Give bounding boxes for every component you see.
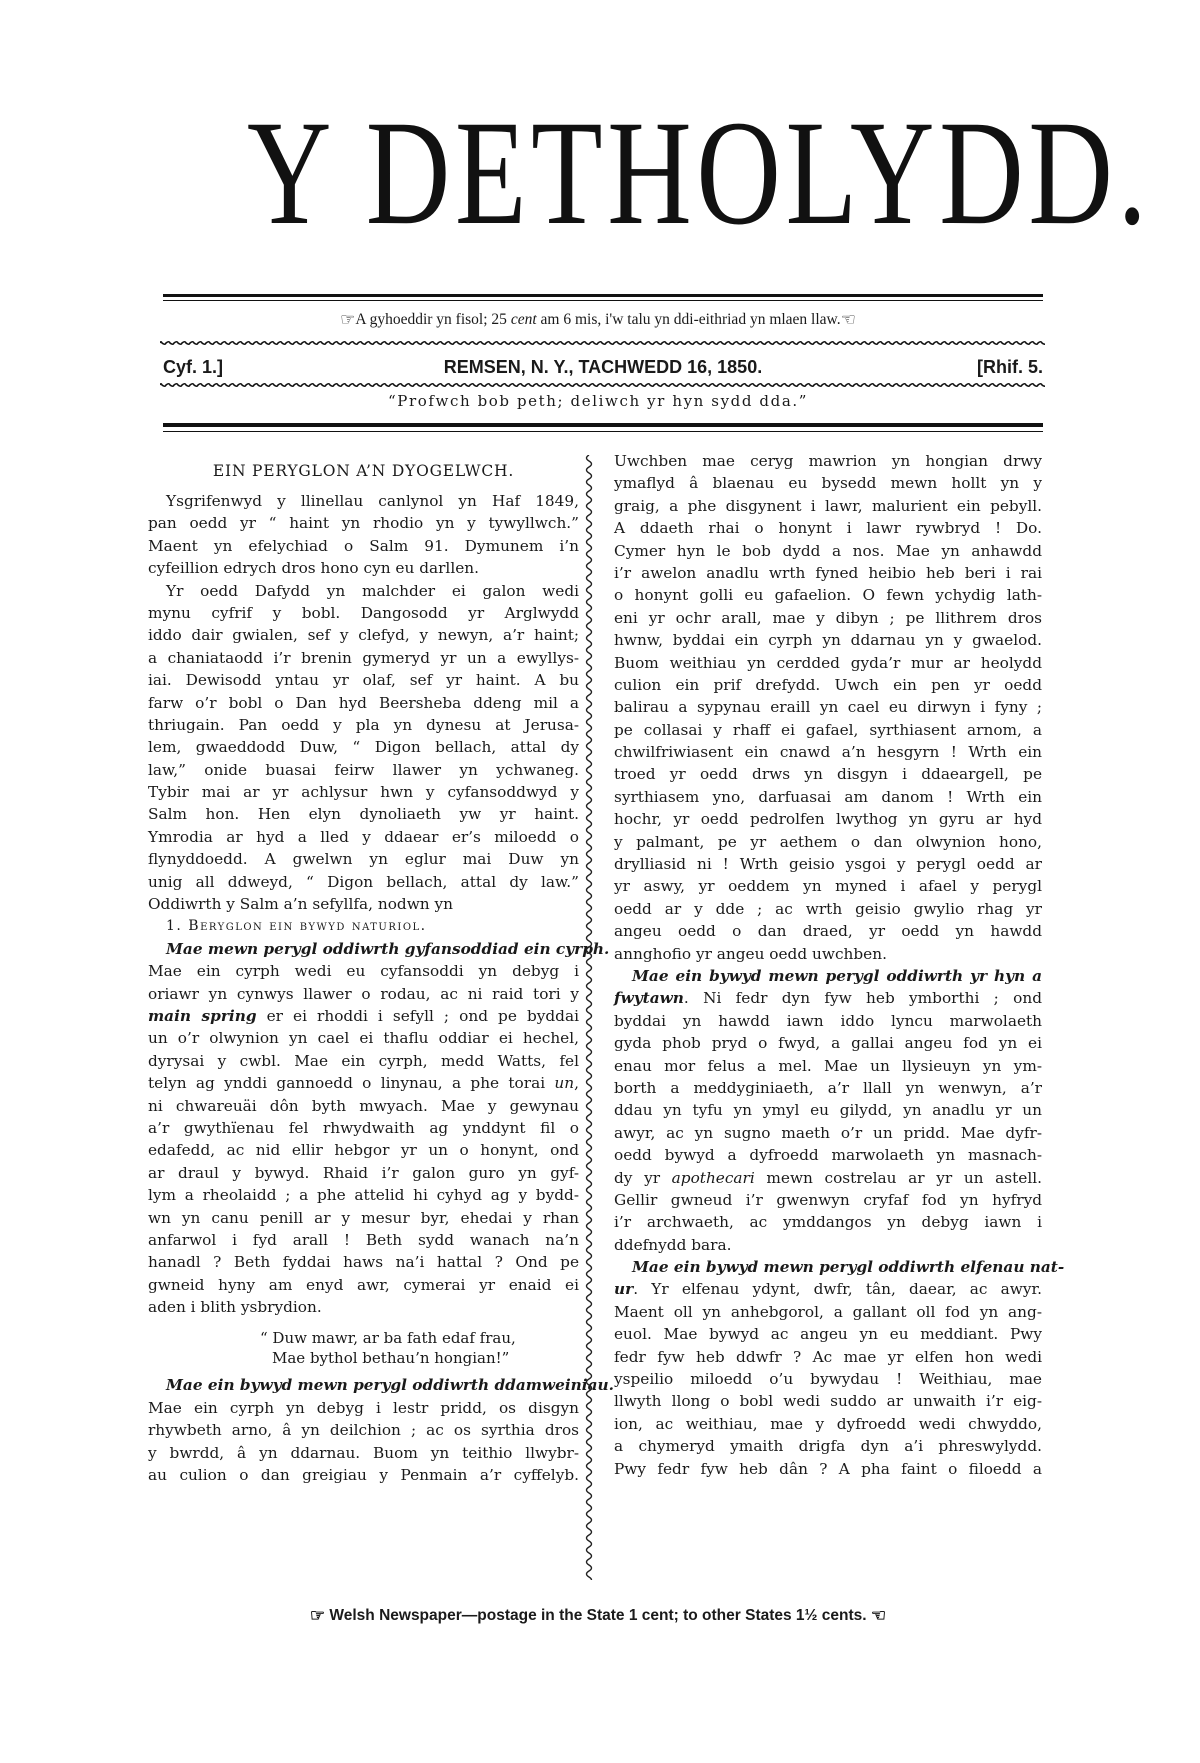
issue-number: [Rhif. 5.	[977, 357, 1043, 377]
text-line: troed yr oedd drws yn disgyn i ddaeargell, pe	[614, 765, 1042, 784]
text-line: i’r archwaeth, ac ymddangos yn debyg iawn i	[614, 1213, 1042, 1232]
text-line: Cymer hyn le bob dydd a nos. Mae yn anhawdd	[614, 541, 1042, 560]
text-line: a chaniataodd i’r brenin gymeryd yr un a ewyllys-	[148, 648, 579, 667]
text-line: o honynt golli eu gafaelion. O fewn ychydig lath-	[614, 586, 1042, 605]
motto: “Profwch bob peth; deliwch yr hyn sydd dda.”	[387, 392, 809, 410]
text-line: oedd ar y dde ; ac wrth geisio gwylio rhag yr	[614, 899, 1042, 918]
text-line: gyda phob pryd o fwyd, a gallai angeu fod yn ei	[614, 1034, 1042, 1053]
text-line: oriawr yn cynwys llawer o rodau, ac ni raid tori y	[148, 984, 579, 1003]
text-line: euol. Mae bywyd ac angeu yn eu meddiant. Pwy	[614, 1325, 1042, 1344]
text-line: dyrysai y cwbl. Mae ein cyrph, medd Watts, fel	[148, 1051, 579, 1070]
text-line: iddo dair gwialen, sef y clefyd, y newyn, a’r haint;	[148, 626, 579, 645]
pointing-hand-left-icon: ☜	[870, 1606, 887, 1625]
wavy-rule-top	[160, 340, 1045, 346]
text-line: Ysgrifenwyd y llinellau canlynol yn Haf 1849,	[166, 492, 579, 510]
text-line: pe collasai y rhaff ei gafael, syrthiasent arnom, a	[614, 720, 1042, 739]
text-line: wn yn canu penill ar y mesur byr, ehedai y rhan	[148, 1208, 579, 1227]
text-line: ion, ac weithiau, mae y dyfroedd wedi chwyddo,	[614, 1414, 1042, 1433]
issue-line	[163, 357, 1043, 381]
text-line: aden i blith ysbrydion.	[148, 1298, 322, 1317]
right-column-lines	[614, 450, 1065, 1480]
article-title: EIN PERYGLON A’N DYOGELWCH.	[212, 462, 515, 480]
text-line: thriugain. Pan oedd y pla yn dynesu at Jerusa-	[148, 715, 579, 734]
text-line: Mae ein cyrph wedi eu cyfansoddi yn debyg i	[148, 962, 579, 981]
text-line: Gellir gwneud i’r gwenwyn cryfaf fod yn hyfryd	[614, 1190, 1042, 1209]
text-line: Buom weithiau yn cerdded gyda’r mur ar heolydd	[614, 653, 1042, 672]
italic-word: ur	[614, 1280, 634, 1299]
text-line: gwneid hyny am enyd awr, cymerai yr enaid ei	[148, 1275, 579, 1294]
pointing-hand-right-icon: ☞	[309, 1606, 326, 1625]
text-line: A ddaeth rhai o honynt i lawr rywbryd ! Do.	[614, 519, 1042, 538]
masthead-rule	[163, 294, 1043, 301]
text-line: Salm hon. Hen elyn dynoliaeth yw yr haint.	[148, 805, 579, 824]
text-line: i’r awelon anadlu wrth fyned heibio heb beri i rai	[614, 563, 1042, 582]
text-line: dy yr apothecari mewn costrelau ar yr un astell.	[614, 1168, 1042, 1187]
subscription-text-a: A gyhoeddir yn fisol; 25	[355, 311, 511, 328]
text-line: ur. Yr elfenau ydynt, dwfr, tân, daear, ac awyr.	[614, 1280, 1042, 1299]
text-line: cyfeillion edrych dros hono cyn eu darllen.	[148, 559, 479, 578]
footer-text: Welsh Newspaper—postage in the State 1 cent; to other States 1½ cents.	[325, 1607, 871, 1624]
text-line: flynyddoedd. A gwelwn yn eglur mai Duw yn	[148, 850, 579, 869]
text-line: iai. Dewisodd yntau yr olaf, sef yr haint. A bu	[148, 671, 579, 690]
text-line: un o’r olwynion yn cael ei thaflu oddiar ei hechel,	[148, 1029, 579, 1048]
text-line: angeu oedd o dan draed, yr oedd yn hawdd	[614, 922, 1042, 941]
text-line: main spring er ei rhoddi i sefyll ; ond pe byddai	[148, 1006, 579, 1025]
subscription-line	[148, 310, 1048, 330]
text-line: 1. Beryglon ein bywyd naturiol.	[166, 918, 427, 935]
text-line: graig, a phe disgynent i lawr, malurient ein pebyll.	[614, 496, 1042, 515]
text-line: Uwchben mae ceryg mawrion yn hongian drwy	[614, 452, 1042, 470]
pointing-hand-left-icon: ☜	[840, 310, 856, 329]
volume-label: Cyf. 1.]	[163, 357, 224, 377]
text-line: pan oedd yr “ haint yn rhodio yn y tywyllwch.”	[148, 514, 579, 533]
text-line: fwytawn. Ni fedr dyn fyw heb ymborthi ; ond	[614, 989, 1042, 1008]
text-line: Maent yn efelychiad o Salm 91. Dymunem i’n	[148, 536, 579, 555]
text-line: hanadl ? Beth fyddai haws na’i hattal ? Ond pe	[148, 1253, 579, 1272]
text-line: law,” onide buasai feirw llawer yn ychwaneg.	[148, 760, 579, 779]
text-line: Oddiwrth y Salm a’n sefyllfa, nodwn yn	[148, 895, 453, 914]
pointing-hand-right-icon: ☞	[340, 310, 356, 329]
footer-line	[148, 1606, 1048, 1626]
text-line: ddefnydd bara.	[614, 1235, 732, 1254]
italic-word: un	[554, 1074, 575, 1093]
text-line: lym a rheolaidd ; a phe attelid hi cyhyd ag y bydd-	[148, 1186, 579, 1205]
text-line: Mae mewn perygl oddiwrth gyfansoddiad ein cyrph.	[166, 939, 610, 958]
text-line: enau mor felus a mel. Mae un llysieuyn yn ym-	[614, 1056, 1042, 1075]
text-line: yspeilio miloedd o’u bywydau ! Weithiau, mae	[614, 1370, 1042, 1389]
text-line: borth a meddyginiaeth, a’r llall yn wenwyn, a’r	[614, 1078, 1042, 1097]
text-line: syrthiasem yno, darfuasai am danom ! Wrth ein	[614, 787, 1042, 806]
poem-line: “ Duw mawr, ar ba fath edaf frau,	[260, 1329, 516, 1348]
text-line: annghofio yr angeu oedd uwchben.	[614, 944, 887, 963]
text-line: awyr, ac yn sugno maeth o’r un pridd. Mae dyfr-	[614, 1123, 1042, 1142]
text-line: ymaflyd â blaenau eu bysedd mewn hollt yn y	[614, 474, 1042, 493]
text-line: ni chwareuäi dôn byth mwyach. Mae y gewynau	[148, 1096, 579, 1115]
text-line: au culion o dan greigiau y Penmain a’r cyffelyb.	[148, 1466, 579, 1485]
text-line: a’r gwythïenau fel rhwydwaith ag ynddynt fil o	[148, 1118, 579, 1137]
text-line: rhywbeth arno, â yn deilchion ; ac os syrthia dros	[148, 1421, 579, 1440]
text-line: culion ein prif drefydd. Uwch ein pen yr oedd	[614, 675, 1042, 694]
masthead-title: Y DETHOLYDD.	[247, 90, 1152, 256]
italic-word: fwytawn	[614, 989, 684, 1008]
text-line: a chymeryd ymaith drigfa dyn a’i phreswylydd.	[614, 1437, 1042, 1456]
italic-word: apothecari	[671, 1168, 755, 1187]
text-line: Mae ein bywyd mewn perygl oddiwrth ddamweiniau.	[166, 1376, 614, 1395]
column-divider	[583, 455, 595, 1580]
text-line: ddau yn tyfu yn ymyl eu gilydd, yn anadlu yr un	[614, 1101, 1042, 1120]
poem-spacer	[148, 1318, 579, 1328]
text-line: hwnw, byddai ein cyrph yn ddarnau yn y gwaelod.	[614, 631, 1042, 650]
poem-line: Mae bythol bethau’n hongian!”	[272, 1349, 510, 1368]
left-column-lines	[148, 490, 610, 1318]
italic-word: main spring	[148, 1006, 257, 1025]
text-line: Mae ein bywyd mewn perygl oddiwrth elfenau nat-	[632, 1258, 1065, 1277]
text-line: byddai yn hawdd iawn iddo lyncu marwolaeth	[614, 1011, 1042, 1030]
text-line: Ymrodia ar hyd a lled y ddaear er’s miloedd o	[148, 827, 579, 846]
left-column-lines-after	[148, 1374, 614, 1486]
place-date: REMSEN, N. Y., TACHWEDD 16, 1850.	[443, 357, 763, 377]
wavy-rule-bottom	[160, 382, 1045, 388]
heavy-rule	[163, 423, 1043, 432]
subscription-text-italic: cent	[510, 311, 537, 328]
text-line: telyn ag ynddi gannoedd o linynau, a phe torai un,	[148, 1074, 579, 1093]
text-line: fedr fyw heb ddwfr ? Ac mae yr elfen hon wedi	[614, 1347, 1042, 1366]
text-line: y bwrdd, â yn ddarnau. Buom yn teithio llwybr-	[148, 1443, 579, 1462]
text-line: eni yr ochr arall, mae y dibyn ; pe llithrem dros	[614, 608, 1042, 627]
text-line: edafedd, ac nid ellir hebgor yr un o honynt, ond	[148, 1141, 579, 1160]
text-line: y palmant, pe yr aethem o dan olwynion hono,	[614, 832, 1042, 851]
text-line: chwilfriwiasent ein cnawd a’n hesgyrn ! Wrth ein	[614, 743, 1042, 762]
text-line: unig all ddweyd, “ Digon bellach, attal dy law.”	[148, 872, 579, 891]
right-column	[614, 450, 1065, 1480]
text-line: hochr, yr oedd pedrolfen lwythog yn gyru ar hyd	[614, 810, 1042, 829]
text-line: llwyth llong o bobl wedi suddo ar unwaith i’r eig-	[614, 1392, 1042, 1411]
text-line: Maent oll yn anhebgorol, a gallant oll fod yn ang-	[614, 1302, 1042, 1321]
text-line: anfarwol i fyd arall ! Beth sydd wanach na’n	[148, 1230, 579, 1249]
text-line: Pwy fedr fyw heb dân ? A pha faint o filoedd a	[614, 1459, 1042, 1478]
text-line: Mae ein cyrph yn debyg i lestr pridd, os disgyn	[148, 1398, 579, 1417]
text-line: oedd bywyd a dyfroedd marwolaeth yn masnach-	[614, 1146, 1042, 1165]
text-line: drylliasid ni ! Wrth geisio ysgoi y perygl oedd ar	[614, 855, 1042, 874]
text-line: mynu cyfrif y bobl. Dangosodd yr Arglwydd	[148, 603, 579, 622]
text-line: Mae ein bywyd mewn perygl oddiwrth yr hyn a	[632, 966, 1042, 985]
left-column	[148, 448, 614, 1486]
text-line: ar draul y bywyd. Rhaid i’r galon guro yn gyf-	[148, 1163, 579, 1182]
text-line: balirau a sypynau eraill yn cael eu dirwyn i fyny ;	[614, 698, 1042, 717]
subscription-text-b: am 6 mis, i'w talu yn ddi-eithriad yn mlaen llaw.	[536, 311, 841, 328]
text-line: Tybir mai ar yr achlysur hwn y cyfansoddwyd y	[148, 783, 579, 802]
text-line: farw o’r bobl o Dan hyd Beersheba ddeng mil a	[148, 693, 579, 712]
text-line: Yr oedd Dafydd yn malchder ei galon wedi	[166, 581, 579, 600]
text-line: lem, gwaeddodd Duw, “ Digon bellach, attal dy	[148, 738, 579, 757]
text-line: yr aswy, yr oeddem yn myned i afael y perygl	[614, 877, 1042, 896]
